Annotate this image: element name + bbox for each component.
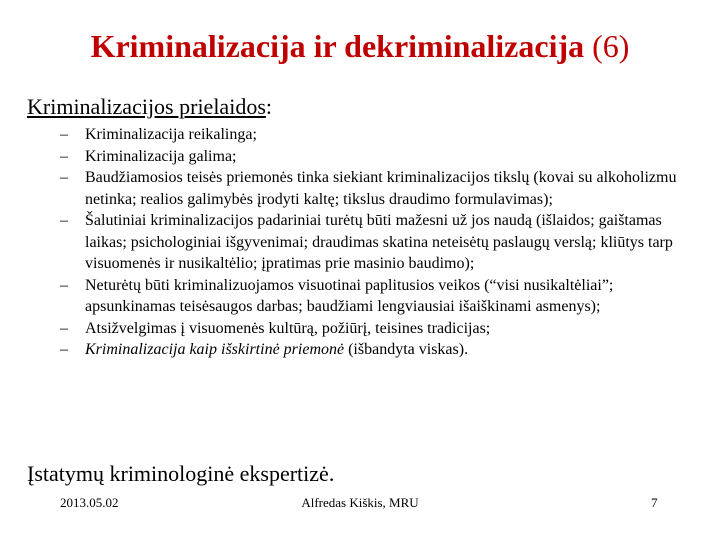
list-item-text: (išbandyta viskas). <box>344 341 469 358</box>
section-heading-colon: : <box>265 94 272 119</box>
list-item <box>60 167 700 210</box>
list-dash: – <box>60 169 68 186</box>
list-item-text: Neturėtų būti kriminalizuojamos visuotinai paplitusios veikos (“visi nusikaltėliai”; apsunkinamas teisėsaugos darbas; baudžiami lengviausiai išaiškinami asmenys); <box>85 276 614 315</box>
footer-page-number: 7 <box>651 495 658 510</box>
list-dash: – <box>60 276 68 294</box>
list-item <box>60 124 700 146</box>
prerequisites-list <box>60 124 700 361</box>
list-dash: – <box>60 126 68 143</box>
list-item <box>60 146 700 168</box>
slide-title-main: Kriminalizacija ir dekriminalizacija <box>90 28 585 64</box>
second-heading: Įstatymų kriminologinė ekspertizė. <box>27 461 335 486</box>
slide-title <box>0 26 720 66</box>
list-dash: – <box>60 341 68 358</box>
list-item-text: Kriminalizacija reikalinga; <box>85 126 257 143</box>
list-dash: – <box>60 212 68 229</box>
list-dash: – <box>60 319 68 337</box>
footer-author: Alfredas Kiškis, MRU <box>301 495 419 510</box>
slide-title-number: (6) <box>584 28 630 64</box>
list-item-text: Atsižvelgimas į visuomenės kultūrą, požiūrį, teisines tradicijas; <box>85 319 491 337</box>
list-item-text: Kriminalizacija galima; <box>85 147 237 165</box>
section-heading-text: Kriminalizacijos prielaidos <box>27 94 266 119</box>
list-item <box>60 339 700 361</box>
list-item-text: Šalutiniai kriminalizacijos padariniai turėtų būti mažesni už jos naudą (išlaidos; gaištamas laikas; psichologiniai išgyvenimai; draudimas skatina neteisėtų paslaugų verslą; kliūtys tarp visuomenės ir nusikaltėlio; įpratimas prie masinio baudimo); <box>85 212 673 272</box>
list-item-text: Baudžiamosios teisės priemonės tinka siekiant kriminalizacijos tikslų (kovai su alkoholizmu netinka; realios galimybės įrodyti kaltę; tikslus draudimo formulavimas); <box>85 169 677 208</box>
list-item <box>60 210 700 275</box>
list-item <box>60 318 700 340</box>
list-dash: – <box>60 147 68 165</box>
footer-date: 2013.05.02 <box>60 495 119 510</box>
section-heading <box>27 94 272 120</box>
list-item <box>60 275 700 318</box>
list-item-italic-text: Kriminalizacija kaip išskirtinė priemonė <box>85 341 345 358</box>
